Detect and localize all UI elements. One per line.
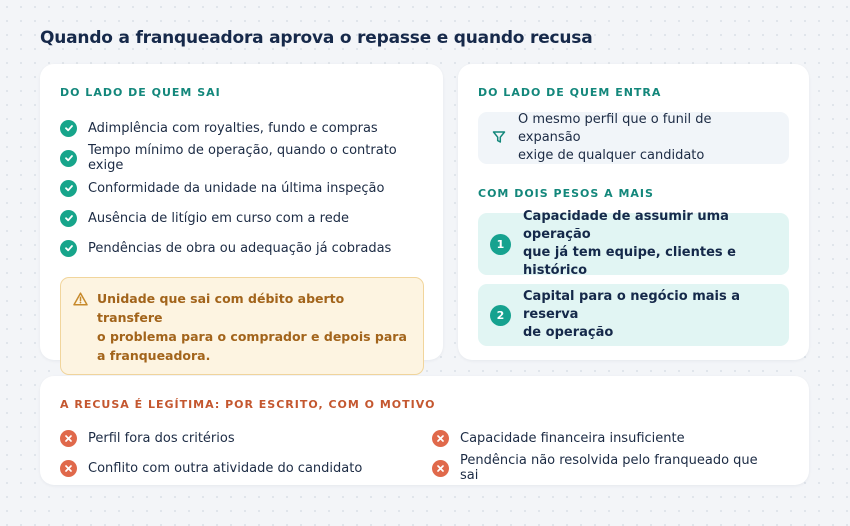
list-item-label: Tempo mínimo de operação, quando o contrato exige xyxy=(88,143,397,173)
page-title: Quando a franqueadora aprova o repasse e quando recusa xyxy=(40,28,593,48)
check-circle-icon xyxy=(60,180,77,197)
list-item-label: Conflito com outra atividade do candidato xyxy=(88,460,363,476)
list-item-label: Pendências de obra ou adequação já cobradas xyxy=(88,240,392,256)
list-item xyxy=(60,203,423,233)
info-line: O mesmo perfil que o funil de expansão xyxy=(518,112,712,145)
list-item xyxy=(60,423,432,453)
weight-line: Capital para o negócio mais a reserva xyxy=(523,289,741,322)
list-item-label: Adimplência com royalties, fundo e compras xyxy=(88,120,378,136)
check-circle-icon xyxy=(60,120,77,137)
check-circle-icon xyxy=(60,150,77,167)
weight-text xyxy=(523,288,777,342)
list-item xyxy=(60,173,423,203)
refusal-label: A RECUSA É LEGÍTIMA: POR ESCRITO, COM O MOTIVO xyxy=(60,398,436,411)
weight-item xyxy=(478,284,789,346)
list-item xyxy=(60,143,423,173)
list-item-label: Capacidade financeira insuficiente xyxy=(460,430,685,446)
number-badge: 1 xyxy=(490,234,511,255)
debt-warning-box xyxy=(60,277,424,375)
list-item xyxy=(60,233,423,263)
warning-line: o problema para o comprador e depois para xyxy=(97,329,407,344)
weight-text xyxy=(523,208,777,280)
x-circle-icon xyxy=(60,430,77,447)
check-circle-icon xyxy=(60,210,77,227)
x-circle-icon xyxy=(432,430,449,447)
number-badge: 2 xyxy=(490,305,511,326)
weight-line: que já tem equipe, clientes e histórico xyxy=(523,245,736,278)
list-item xyxy=(60,113,423,143)
filter-funnel-icon xyxy=(492,129,506,148)
exiting-side-label: DO LADO DE QUEM SAI xyxy=(60,86,221,99)
list-item xyxy=(432,423,772,453)
entering-side-label: DO LADO DE QUEM ENTRA xyxy=(478,86,662,99)
refusal-card xyxy=(40,376,809,485)
weight-item xyxy=(478,209,789,278)
exiting-requirements-list xyxy=(60,113,423,263)
warning-triangle-icon xyxy=(73,291,88,365)
warning-line: a franqueadora. xyxy=(97,348,211,363)
warning-text xyxy=(97,289,411,365)
profile-info-text xyxy=(518,111,777,165)
list-item-label: Perfil fora dos critérios xyxy=(88,430,235,446)
list-item xyxy=(432,453,772,483)
list-item-label: Ausência de litígio em curso com a rede xyxy=(88,210,349,226)
list-item-label: Pendência não resolvida pelo franqueado que sai xyxy=(460,453,758,483)
check-circle-icon xyxy=(60,240,77,257)
warning-line: Unidade que sai com débito aberto transfere xyxy=(97,291,345,325)
weight-line: Capacidade de assumir uma operação xyxy=(523,209,729,242)
profile-info-box xyxy=(478,112,789,164)
entering-side-card xyxy=(458,64,809,360)
exiting-side-card xyxy=(40,64,443,363)
x-circle-icon xyxy=(60,460,77,477)
info-line: exige de qualquer candidato xyxy=(518,148,705,163)
extra-weights-label: COM DOIS PESOS A MAIS xyxy=(478,187,654,200)
x-circle-icon xyxy=(432,460,449,477)
refusal-reasons-list xyxy=(60,423,789,483)
list-item-label: Conformidade da unidade na última inspeção xyxy=(88,180,385,196)
list-item xyxy=(60,453,432,483)
weight-line: de operação xyxy=(523,325,614,340)
